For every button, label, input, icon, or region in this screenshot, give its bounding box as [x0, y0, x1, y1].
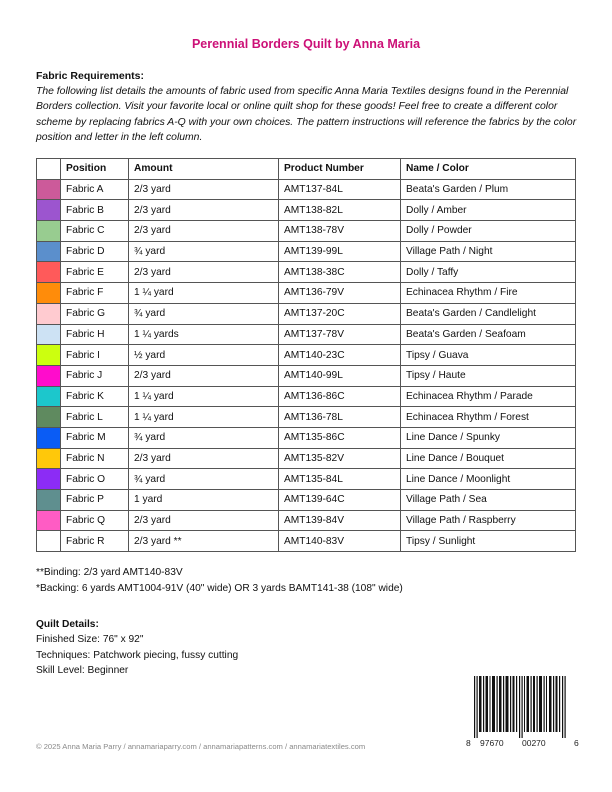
cell-amount: ¾ yard [129, 427, 279, 448]
cell-product-number: AMT135-86C [279, 427, 401, 448]
swatch-fill [37, 511, 60, 531]
color-swatch [37, 179, 61, 200]
cell-position: Fabric O [61, 469, 129, 490]
color-swatch [37, 345, 61, 366]
cell-name-color: Beata's Garden / Candlelight [401, 303, 576, 324]
cell-amount: ½ yard [129, 345, 279, 366]
table-row [37, 365, 576, 386]
swatch-fill [37, 490, 60, 510]
header-name-color: Name / Color [401, 159, 576, 180]
cell-position: Fabric K [61, 386, 129, 407]
cell-product-number: AMT136-79V [279, 283, 401, 304]
cell-product-number: AMT137-84L [279, 179, 401, 200]
color-swatch [37, 407, 61, 428]
table-header-row [37, 159, 576, 180]
cell-product-number: AMT136-78L [279, 407, 401, 428]
cell-amount: 1 ¼ yards [129, 324, 279, 345]
techniques: Techniques: Patchwork piecing, fussy cutting [36, 649, 239, 661]
cell-name-color: Echinacea Rhythm / Forest [401, 407, 576, 428]
skill-level: Skill Level: Beginner [36, 664, 129, 676]
notes [36, 565, 403, 596]
cell-product-number: AMT135-84L [279, 469, 401, 490]
table-row [37, 221, 576, 242]
fabric-table [36, 158, 576, 552]
color-swatch [37, 531, 61, 552]
table-row [37, 324, 576, 345]
cell-amount: 1 yard [129, 490, 279, 511]
cell-amount: 2/3 yard [129, 510, 279, 531]
cell-position: Fabric P [61, 490, 129, 511]
cell-name-color: Echinacea Rhythm / Parade [401, 386, 576, 407]
color-swatch [37, 262, 61, 283]
cell-name-color: Tipsy / Haute [401, 365, 576, 386]
swatch-fill [37, 531, 60, 551]
color-swatch [37, 324, 61, 345]
cell-amount: 1 ¼ yard [129, 283, 279, 304]
table-row [37, 262, 576, 283]
cell-position: Fabric R [61, 531, 129, 552]
cell-product-number: AMT139-64C [279, 490, 401, 511]
table-row [37, 531, 576, 552]
table-row [37, 283, 576, 304]
swatch-fill [37, 428, 60, 448]
header-position: Position [61, 159, 129, 180]
color-swatch [37, 200, 61, 221]
table-row [37, 448, 576, 469]
cell-product-number: AMT139-84V [279, 510, 401, 531]
cell-name-color: Tipsy / Guava [401, 345, 576, 366]
swatch-fill [37, 345, 60, 365]
swatch-fill [37, 262, 60, 282]
table-row [37, 303, 576, 324]
cell-amount: 2/3 yard [129, 200, 279, 221]
cell-product-number: AMT137-20C [279, 303, 401, 324]
cell-amount: 1 ¼ yard [129, 386, 279, 407]
cell-name-color: Line Dance / Spunky [401, 427, 576, 448]
swatch-fill [37, 449, 60, 469]
cell-product-number: AMT135-82V [279, 448, 401, 469]
cell-position: Fabric A [61, 179, 129, 200]
finished-size: Finished Size: 76" x 92" [36, 634, 144, 646]
swatch-fill [37, 221, 60, 241]
swatch-fill [37, 304, 60, 324]
color-swatch [37, 221, 61, 242]
cell-position: Fabric N [61, 448, 129, 469]
cell-position: Fabric I [61, 345, 129, 366]
barcode-digit-first: 8 [466, 738, 471, 748]
table-row [37, 200, 576, 221]
cell-position: Fabric Q [61, 510, 129, 531]
color-swatch [37, 510, 61, 531]
table-row [37, 179, 576, 200]
cell-name-color: Beata's Garden / Seafoam [401, 324, 576, 345]
cell-product-number: AMT140-99L [279, 365, 401, 386]
cell-position: Fabric B [61, 200, 129, 221]
cell-product-number: AMT136-86C [279, 386, 401, 407]
cell-name-color: Dolly / Amber [401, 200, 576, 221]
cell-product-number: AMT138-82L [279, 200, 401, 221]
barcode-digit-last: 6 [574, 738, 579, 748]
barcode-group-right: 00270 [522, 738, 546, 748]
cell-product-number: AMT140-83V [279, 531, 401, 552]
cell-amount: ¾ yard [129, 241, 279, 262]
cell-amount: ¾ yard [129, 303, 279, 324]
swatch-fill [37, 200, 60, 220]
cell-name-color: Line Dance / Moonlight [401, 469, 576, 490]
cell-amount: 2/3 yard [129, 221, 279, 242]
cell-amount: 1 ¼ yard [129, 407, 279, 428]
swatch-fill [37, 325, 60, 345]
cell-amount: ¾ yard [129, 469, 279, 490]
table-row [37, 490, 576, 511]
table-row [37, 469, 576, 490]
cell-amount: 2/3 yard [129, 262, 279, 283]
cell-position: Fabric E [61, 262, 129, 283]
fabric-table-body [37, 179, 576, 551]
cell-amount: 2/3 yard ** [129, 531, 279, 552]
cell-amount: 2/3 yard [129, 179, 279, 200]
cell-product-number: AMT138-38C [279, 262, 401, 283]
color-swatch [37, 469, 61, 490]
cell-position: Fabric J [61, 365, 129, 386]
cell-product-number: AMT138-78V [279, 221, 401, 242]
swatch-fill [37, 242, 60, 262]
table-row [37, 510, 576, 531]
cell-name-color: Village Path / Raspberry [401, 510, 576, 531]
swatch-fill [37, 283, 60, 303]
barcode-icon [472, 676, 572, 738]
table-row [37, 427, 576, 448]
color-swatch [37, 490, 61, 511]
backing-note: *Backing: 6 yards AMT1004-91V (40" wide) OR 3 yards BAMT141-38 (108" wide) [36, 582, 403, 594]
swatch-fill [37, 387, 60, 407]
table-row [37, 345, 576, 366]
fabric-requirements-heading: Fabric Requirements: [36, 70, 144, 82]
header-amount: Amount [129, 159, 279, 180]
intro-paragraph: The following list details the amounts of fabric used from specific Anna Maria Textiles designs found in the Perennial Borders collection. Visit your favorite local or online quilt shop for these goods! Feel free to create a different color scheme by replacing fabrics A-Q with your own choices. The pattern instructions will reference the fabrics by the color position and letter in the left column. [36, 86, 577, 143]
cell-position: Fabric D [61, 241, 129, 262]
cell-product-number: AMT140-23C [279, 345, 401, 366]
cell-amount: 2/3 yard [129, 365, 279, 386]
cell-position: Fabric M [61, 427, 129, 448]
cell-name-color: Line Dance / Bouquet [401, 448, 576, 469]
cell-product-number: AMT139-99L [279, 241, 401, 262]
table-row [37, 241, 576, 262]
quilt-details [36, 617, 238, 678]
color-swatch [37, 386, 61, 407]
cell-name-color: Echinacea Rhythm / Fire [401, 283, 576, 304]
cell-position: Fabric C [61, 221, 129, 242]
cell-name-color: Beata's Garden / Plum [401, 179, 576, 200]
cell-position: Fabric G [61, 303, 129, 324]
footer-copyright: © 2025 Anna Maria Parry / annamariaparry.com / annamariapatterns.com / annamariatextiles.com [36, 742, 366, 751]
cell-name-color: Dolly / Powder [401, 221, 576, 242]
cell-position: Fabric H [61, 324, 129, 345]
table-row [37, 386, 576, 407]
barcode-group-left: 97670 [480, 738, 504, 748]
binding-note: **Binding: 2/3 yard AMT140-83V [36, 567, 183, 578]
header-swatch [37, 159, 61, 180]
quilt-details-heading: Quilt Details: [36, 619, 99, 630]
color-swatch [37, 241, 61, 262]
color-swatch [37, 448, 61, 469]
cell-name-color: Tipsy / Sunlight [401, 531, 576, 552]
cell-name-color: Village Path / Sea [401, 490, 576, 511]
cell-position: Fabric F [61, 283, 129, 304]
color-swatch [37, 303, 61, 324]
swatch-fill [37, 366, 60, 386]
header-product-number: Product Number [279, 159, 401, 180]
swatch-fill [37, 180, 60, 200]
cell-name-color: Dolly / Taffy [401, 262, 576, 283]
color-swatch [37, 365, 61, 386]
color-swatch [37, 283, 61, 304]
cell-name-color: Village Path / Night [401, 241, 576, 262]
table-row [37, 407, 576, 428]
cell-amount: 2/3 yard [129, 448, 279, 469]
cell-position: Fabric L [61, 407, 129, 428]
cell-product-number: AMT137-78V [279, 324, 401, 345]
swatch-fill [37, 407, 60, 427]
color-swatch [37, 427, 61, 448]
page-title: Perennial Borders Quilt by Anna Maria [191, 37, 421, 51]
swatch-fill [37, 469, 60, 489]
